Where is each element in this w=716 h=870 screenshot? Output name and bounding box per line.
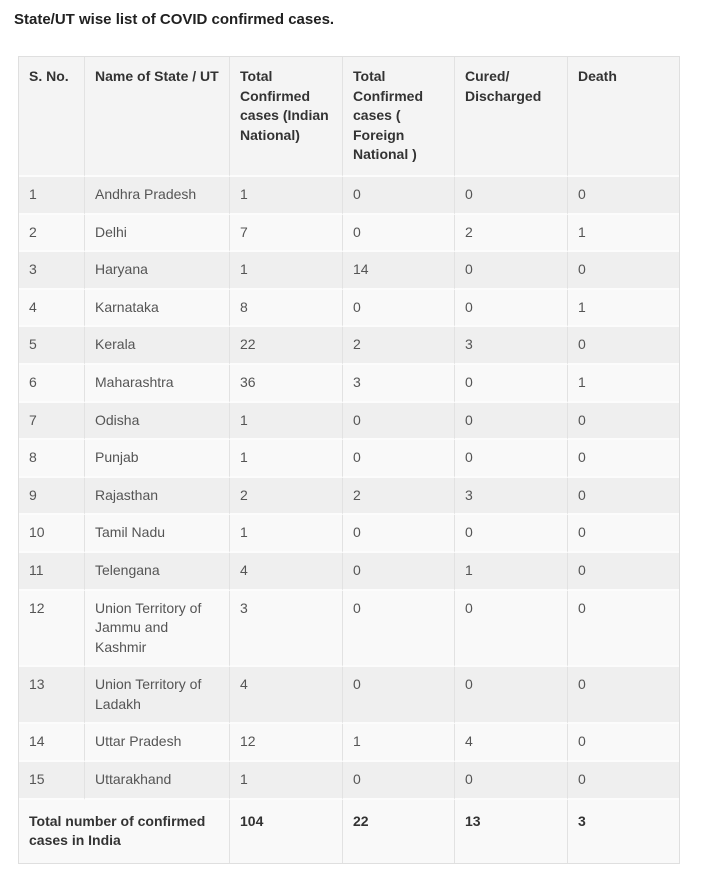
table-row (19, 177, 679, 215)
table-row (19, 667, 679, 724)
state-name-cell: Odisha (85, 403, 230, 441)
serial-number-cell: 12 (19, 591, 85, 668)
table-row (19, 290, 679, 328)
death-cell: 0 (568, 553, 679, 591)
state-name-cell: Kerala (85, 327, 230, 365)
state-name-cell: Punjab (85, 440, 230, 478)
confirmed-indian-cell: 4 (230, 553, 343, 591)
cured-discharged-cell: 0 (455, 515, 568, 553)
confirmed-indian-cell: 2 (230, 478, 343, 516)
serial-number-cell: 9 (19, 478, 85, 516)
confirmed-foreign-cell: 1 (343, 724, 455, 762)
state-name-cell: Karnataka (85, 290, 230, 328)
cured-discharged-cell: 1 (455, 553, 568, 591)
serial-number-cell: 11 (19, 553, 85, 591)
table-row (19, 553, 679, 591)
state-name-cell: Union Territory of Jammu and Kashmir (85, 591, 230, 668)
column-header-confirmed-indian: Total Confirmed cases (Indian National) (230, 57, 343, 177)
confirmed-foreign-cell: 0 (343, 667, 455, 724)
column-header-death: Death (568, 57, 679, 177)
confirmed-foreign-cell: 3 (343, 365, 455, 403)
serial-number-cell: 8 (19, 440, 85, 478)
column-header-state-name: Name of State / UT (85, 57, 230, 177)
confirmed-foreign-cell: 0 (343, 591, 455, 668)
death-cell: 0 (568, 403, 679, 441)
table-row (19, 440, 679, 478)
cured-discharged-cell: 3 (455, 327, 568, 365)
death-cell: 0 (568, 252, 679, 290)
serial-number-cell: 13 (19, 667, 85, 724)
death-cell: 0 (568, 440, 679, 478)
confirmed-foreign-cell: 2 (343, 327, 455, 365)
confirmed-indian-cell: 1 (230, 440, 343, 478)
death-cell: 0 (568, 515, 679, 553)
table-row (19, 365, 679, 403)
header-row (19, 57, 679, 177)
cured-discharged-cell: 0 (455, 403, 568, 441)
confirmed-indian-cell: 1 (230, 403, 343, 441)
table-row (19, 762, 679, 800)
total-death-cell: 3 (568, 800, 679, 863)
state-name-cell: Rajasthan (85, 478, 230, 516)
cured-discharged-cell: 0 (455, 365, 568, 403)
confirmed-foreign-cell: 0 (343, 440, 455, 478)
state-name-cell: Uttar Pradesh (85, 724, 230, 762)
column-header-serial-number: S. No. (19, 57, 85, 177)
table-row (19, 252, 679, 290)
state-name-cell: Delhi (85, 215, 230, 253)
serial-number-cell: 15 (19, 762, 85, 800)
serial-number-cell: 2 (19, 215, 85, 253)
death-cell: 1 (568, 365, 679, 403)
state-name-cell: Maharashtra (85, 365, 230, 403)
confirmed-foreign-cell: 0 (343, 215, 455, 253)
serial-number-cell: 10 (19, 515, 85, 553)
confirmed-indian-cell: 3 (230, 591, 343, 668)
confirmed-foreign-cell: 0 (343, 515, 455, 553)
cured-discharged-cell: 0 (455, 290, 568, 328)
table-row (19, 515, 679, 553)
table-row (19, 591, 679, 668)
state-name-cell: Telengana (85, 553, 230, 591)
cured-discharged-cell: 0 (455, 667, 568, 724)
cured-discharged-cell: 3 (455, 478, 568, 516)
serial-number-cell: 7 (19, 403, 85, 441)
total-label-cell: Total number of confirmed cases in India (19, 800, 230, 863)
death-cell: 1 (568, 290, 679, 328)
total-confirmed-indian-cell: 104 (230, 800, 343, 863)
state-name-cell: Union Territory of Ladakh (85, 667, 230, 724)
cured-discharged-cell: 0 (455, 591, 568, 668)
page-title: State/UT wise list of COVID confirmed cases. (14, 11, 335, 28)
table-row (19, 327, 679, 365)
cured-discharged-cell: 2 (455, 215, 568, 253)
cured-discharged-cell: 0 (455, 440, 568, 478)
cured-discharged-cell: 0 (455, 762, 568, 800)
confirmed-indian-cell: 1 (230, 762, 343, 800)
confirmed-foreign-cell: 0 (343, 553, 455, 591)
confirmed-foreign-cell: 2 (343, 478, 455, 516)
column-header-confirmed-foreign: Total Confirmed cases ( Foreign National ) (343, 57, 455, 177)
death-cell: 0 (568, 724, 679, 762)
cured-discharged-cell: 0 (455, 177, 568, 215)
confirmed-foreign-cell: 0 (343, 762, 455, 800)
death-cell: 1 (568, 215, 679, 253)
serial-number-cell: 14 (19, 724, 85, 762)
confirmed-foreign-cell: 14 (343, 252, 455, 290)
death-cell: 0 (568, 762, 679, 800)
confirmed-indian-cell: 1 (230, 515, 343, 553)
covid-cases-table (18, 56, 680, 864)
confirmed-indian-cell: 1 (230, 177, 343, 215)
table-row (19, 215, 679, 253)
state-name-cell: Uttarakhand (85, 762, 230, 800)
death-cell: 0 (568, 667, 679, 724)
cured-discharged-cell: 0 (455, 252, 568, 290)
serial-number-cell: 3 (19, 252, 85, 290)
confirmed-foreign-cell: 0 (343, 403, 455, 441)
confirmed-indian-cell: 8 (230, 290, 343, 328)
death-cell: 0 (568, 591, 679, 668)
confirmed-foreign-cell: 0 (343, 290, 455, 328)
serial-number-cell: 4 (19, 290, 85, 328)
total-confirmed-foreign-cell: 22 (343, 800, 455, 863)
state-name-cell: Haryana (85, 252, 230, 290)
confirmed-indian-cell: 7 (230, 215, 343, 253)
state-name-cell: Tamil Nadu (85, 515, 230, 553)
serial-number-cell: 6 (19, 365, 85, 403)
column-header-cured-discharged: Cured/ Discharged (455, 57, 568, 177)
death-cell: 0 (568, 327, 679, 365)
state-name-cell: Andhra Pradesh (85, 177, 230, 215)
confirmed-indian-cell: 1 (230, 252, 343, 290)
cured-discharged-cell: 4 (455, 724, 568, 762)
table-row (19, 478, 679, 516)
confirmed-indian-cell: 4 (230, 667, 343, 724)
confirmed-indian-cell: 36 (230, 365, 343, 403)
confirmed-indian-cell: 12 (230, 724, 343, 762)
table-row (19, 724, 679, 762)
confirmed-indian-cell: 22 (230, 327, 343, 365)
total-row (19, 800, 679, 863)
serial-number-cell: 1 (19, 177, 85, 215)
total-cured-discharged-cell: 13 (455, 800, 568, 863)
serial-number-cell: 5 (19, 327, 85, 365)
confirmed-foreign-cell: 0 (343, 177, 455, 215)
table-row (19, 403, 679, 441)
death-cell: 0 (568, 478, 679, 516)
death-cell: 0 (568, 177, 679, 215)
